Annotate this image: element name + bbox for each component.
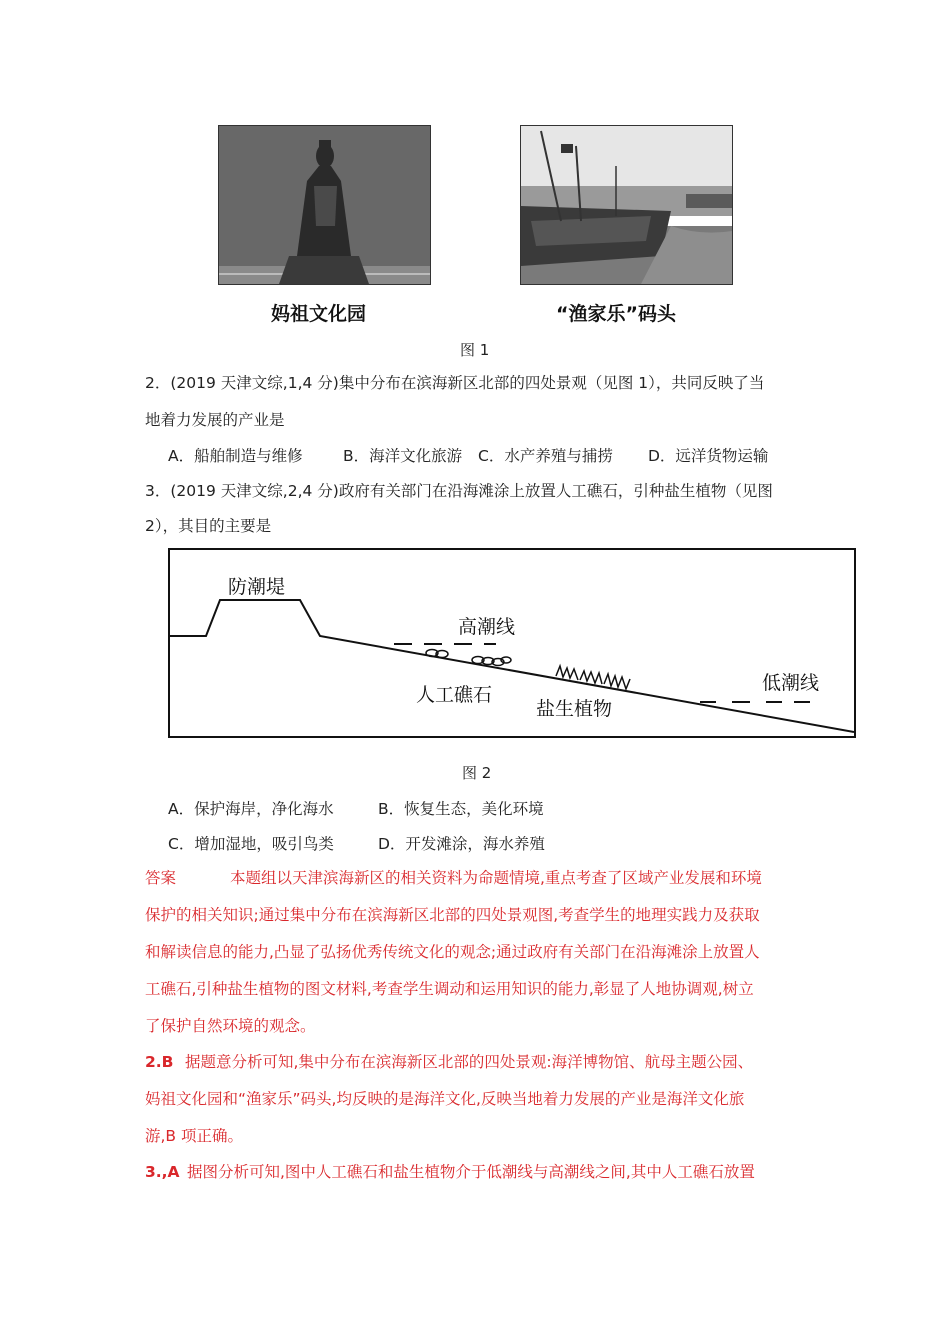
- plants-label: 盐生植物: [536, 698, 613, 720]
- answer-q3-line1: 据图分析可知,图中人工礁石和盐生植物介于低潮线与高潮线之间,其中人工礁石放置: [187, 1163, 755, 1181]
- question2-option-a[interactable]: A．船舶制造与维修: [168, 447, 303, 465]
- answer-line1: 本题组以天津滨海新区的相关资料为命题情境,重点考查了区域产业发展和环境: [230, 869, 762, 887]
- question3-option-d[interactable]: D．开发滩涂，海水养殖: [378, 835, 545, 853]
- figure1-label: 图 1: [460, 341, 490, 359]
- question3-option-b[interactable]: B．恢复生态，美化环境: [378, 800, 544, 818]
- question2-option-b[interactable]: B．海洋文化旅游: [343, 447, 463, 465]
- figure1-right-caption: “渔家乐”码头: [556, 303, 676, 325]
- question2-line1: 2．(2019 天津文综,1,4 分)集中分布在滨海新区北部的四处景观（见图 1），共同反映了当: [145, 374, 765, 392]
- low-tide-label: 低潮线: [762, 672, 820, 694]
- question2-option-d[interactable]: D．远洋货物运输: [648, 447, 769, 465]
- mazu-statue-photo: [218, 125, 431, 285]
- figure2-label: 图 2: [462, 764, 492, 782]
- answer-q2-line1: 据题意分析可知,集中分布在滨海新区北部的四处景观:海洋博物馆、航母主题公园、: [185, 1053, 754, 1071]
- question2-option-c[interactable]: C．水产养殖与捕捞: [478, 447, 613, 465]
- answer-q2-line3: 游,B 项正确。: [145, 1127, 243, 1145]
- answer-q2-number: 2.B: [145, 1053, 174, 1071]
- answer-q2-line2: 妈祖文化园和“渔家乐”码头,均反映的是海洋文化,反映当地着力发展的产业是海洋文化旅: [145, 1090, 745, 1108]
- figure1-left-caption: 妈祖文化园: [271, 303, 367, 325]
- question3-line1: 3．(2019 天津文综,2,4 分)政府有关部门在沿海滩涂上放置人工礁石，引种盐生植物（见图: [145, 482, 773, 500]
- answer-line3: 和解读信息的能力,凸显了弘扬优秀传统文化的观念;通过政府有关部门在沿海滩涂上放置人: [145, 943, 760, 961]
- dike-label: 防潮堤: [228, 576, 286, 598]
- answer-line4: 工礁石,引种盐生植物的图文材料,考查学生调动和运用知识的能力,彰显了人地协调观,树立: [145, 980, 754, 998]
- answer-line5: 了保护自然环境的观念。: [145, 1017, 316, 1035]
- question2-line2: 地着力发展的产业是: [145, 411, 285, 429]
- mazu-statue-image: [219, 126, 430, 284]
- question3-option-c[interactable]: C．增加湿地，吸引鸟类: [168, 835, 334, 853]
- fishing-dock-photo: [520, 125, 733, 285]
- question3-line2: 2），其目的主要是: [145, 517, 272, 535]
- answer-line2: 保护的相关知识;通过集中分布在滨海新区北部的四处景观图,考查学生的地理实践力及获取: [145, 906, 760, 924]
- fishing-dock-image: [521, 126, 732, 284]
- question3-option-a[interactable]: A．保护海岸，净化海水: [168, 800, 334, 818]
- answer-heading: 答案: [145, 869, 177, 887]
- reef-label: 人工礁石: [416, 684, 493, 706]
- answer-q3-number: 3.,A: [145, 1163, 180, 1181]
- coastal-profile-diagram: [168, 548, 856, 738]
- high-tide-label: 高潮线: [458, 616, 516, 638]
